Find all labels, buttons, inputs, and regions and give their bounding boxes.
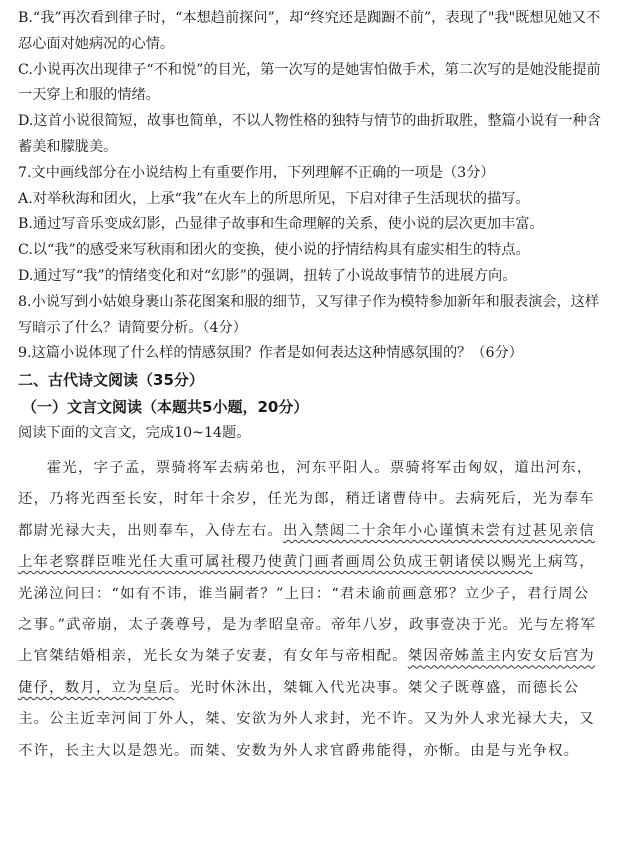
- option-a-7: A.对举秋海和团火，上承“我”在火车上的所思所见，下启对律子生活现状的描写。: [18, 190, 530, 207]
- passage-text-1: 霍光，字子孟，票骑将军去病弟也，河东平阳人。票骑将军击匈奴，道出河东，还，乃将光西至长安，时年十余岁，任光为郎，稍迁诸曹侍中。去病死后，光为奉车都尉光禄大夫，出则奉车，入侍左右。: [18, 459, 595, 539]
- underlined-sentence-1: 出入禁闼二十余年小心谨慎未尝有过甚见亲信上年老察群臣唯光任大重可属社稷乃使黄门画者画周公负成王朝诸侯以赐光: [18, 522, 595, 571]
- option-b-7: B.通过写音乐变成幻影，凸显律子故事和生命理解的关系，使小说的层次更加丰富。: [18, 216, 544, 233]
- passage-text-2: 上病笃，光涕泣问曰：“如有不讳，谁当嗣者？”上曰：“君未谕前画意邪？立少子，君行周公之事。”武帝崩，太子袭尊号，是为孝昭皇帝。帝年八岁，政事壹决于光。光与左将军上官桀结婚相亲，光长女为桀子安妻，有女年与帝相配。: [18, 554, 597, 665]
- question-7: 7.文中画线部分在小说结构上有重要作用，下列理解不正确的一项是（3分）: [18, 164, 495, 181]
- option-b-6: B.“我”再次看到律子时，“本想趋前探问”，却“终究还是踟蹰不前”，表现了"我"既想见她又不忍心面对她病况的心情。: [18, 10, 601, 52]
- underlined-sentence-2: 桀因帝姊盖主内安女后宫为倢伃，数月，立为皇后: [18, 648, 595, 696]
- instruction: 阅读下面的文言文，完成10~14题。: [18, 425, 251, 442]
- subsection-heading: （一）文言文阅读（本题共5小题，20分）: [22, 398, 309, 417]
- passage-text-3: 。光时休沐出，桀辄入代光决事。桀父子既尊盛，而德长公主。公主近幸河间丁外人，桀、安欲为外人求封，光不许。又为外人求光禄大夫，又不许，长主大以是怨光。而桀、安数为外人求官爵弗能得，亦惭。由是与光争权。: [18, 679, 595, 759]
- option-d-7: D.通过写“我”的情绪变化和对“幻影”的强调，扭转了小说故事情节的进展方向。: [18, 267, 517, 284]
- option-c-7: C.以“我”的感受来写秋雨和团火的变换，使小说的抒情结构具有虚实相生的特点。: [18, 242, 530, 259]
- question-9: 9.这篇小说体现了什么样的情感氛围？作者是如何表达这种情感氛围的？（6分）: [18, 345, 523, 362]
- question-8: 8.小说写到小姑娘身裹山茶花图案和服的细节，又写律子作为模特参加新年和服表演会，这样写暗示了什么？请简要分析。（4分）: [18, 293, 600, 336]
- option-d-6: D.这首小说很简短，故事也简单，不以人物性格的独特与情节的曲折取胜，整篇小说有一种含蓄美和朦胧美。: [18, 113, 601, 155]
- classical-passage: [18, 453, 603, 767]
- option-c-6: C.小说再次出现律子“不和悦”的目光，第一次写的是她害怕做手术，第二次写的是她没能提前一天穿上和服的情绪。: [18, 61, 601, 104]
- section-heading: 二、古代诗文阅读（35分）: [18, 371, 204, 390]
